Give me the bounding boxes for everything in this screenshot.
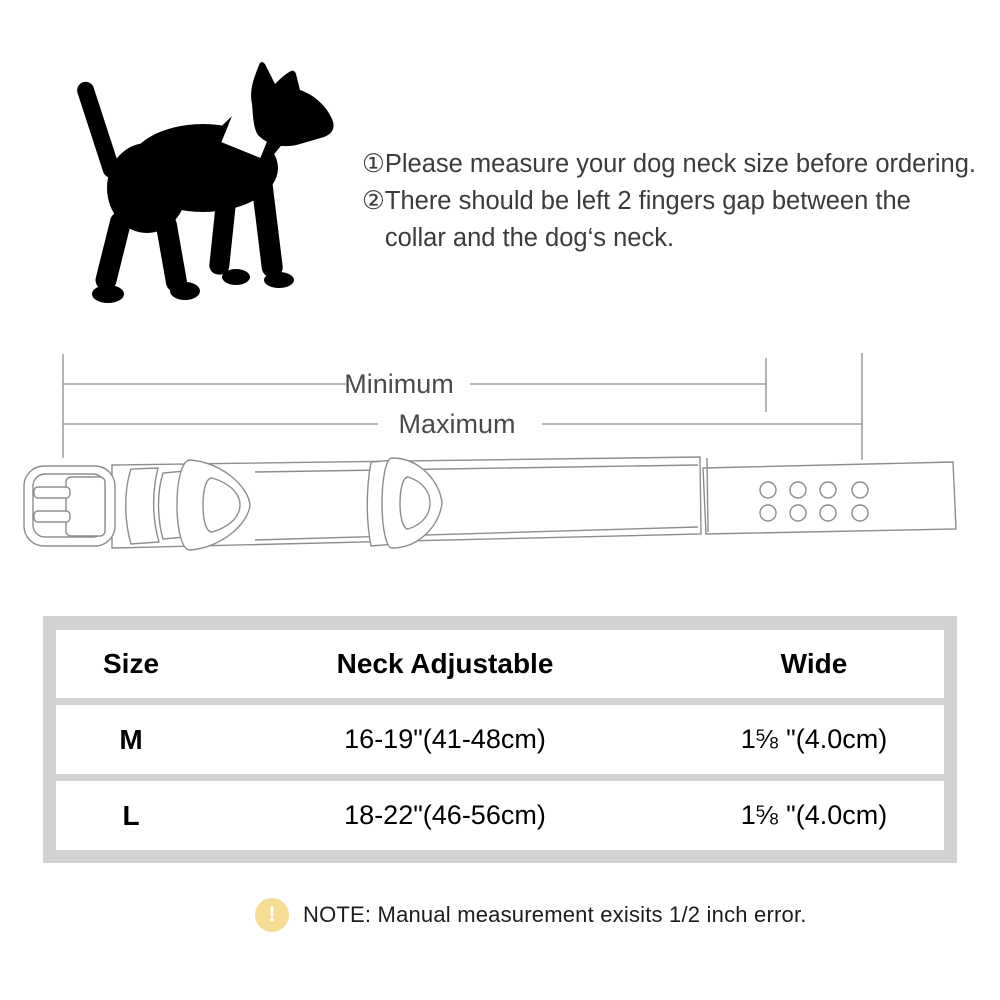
dog-front-paw-near [264,272,294,288]
instruction-text-1: Please measure your dog neck size before ordering. [384,150,976,178]
buckle-prong-top [34,487,70,498]
instructions [362,146,980,257]
header-wide: Wide [780,648,848,679]
instruction-item-2 [362,183,980,257]
wide-frac-numerator: 5 [755,801,766,821]
cell-size-m: M [119,723,143,755]
collar-buckle [24,466,115,546]
cell-wide-m [684,724,944,755]
dog-hind-paw-far [92,285,124,303]
dog-hind-leg-near [154,213,188,293]
instruction-item-1 [362,146,980,183]
header-size: Size [102,648,160,679]
exclamation-icon: ! [255,898,289,932]
table-row-m [56,705,944,774]
circled-two-marker: ② [362,187,385,215]
instruction-text-2-line-2: collar and the dog‘s neck. [384,224,675,252]
dimension-lines [63,353,862,460]
dog-silhouette [55,40,340,312]
dog-head [251,62,333,146]
keeper-loop-1 [126,468,159,544]
maximum-label: Maximum [398,409,516,439]
wide-frac-numerator: 5 [755,725,766,745]
wide-whole: 1 [740,724,756,754]
note-text: NOTE: Manual measurement exisits 1/2 inch error. [303,902,807,927]
buckle-prong-bottom [34,511,70,522]
dog-hind-leg-far [93,210,133,293]
instruction-text-2 [385,183,980,257]
wide-frac-denominator: 8 [769,733,779,753]
cell-neck-l: 18-22"(46-56cm) [344,800,546,830]
cell-size-l: L [122,799,140,831]
collar-diagram [0,345,1000,570]
wide-rest: "(4.0cm) [778,800,888,830]
instruction-text-2-line-1: There should be left 2 fingers gap between the [384,187,911,215]
header-neck-adjustable: Neck Adjustable [336,648,554,679]
wide-frac-slash: ⁄ [765,802,770,830]
dog-hind-paw-near [170,282,200,300]
cell-neck-m: 16-19"(41-48cm) [344,724,546,754]
collar-adjustment-strap [703,462,956,534]
size-table [43,616,957,863]
circled-one-marker: ① [362,150,385,178]
wide-rest: "(4.0cm) [778,724,888,754]
wide-frac-denominator: 8 [769,809,779,829]
wide-frac-slash: ⁄ [765,726,770,754]
dog-front-leg-near [251,175,284,279]
minimum-label: Minimum [344,369,454,399]
note [255,898,807,932]
table-row-l [56,781,944,850]
size-table-header-row [56,630,944,698]
wide-whole: 1 [740,800,756,830]
cell-wide-l [684,800,944,831]
dog-front-paw-far [222,269,250,285]
